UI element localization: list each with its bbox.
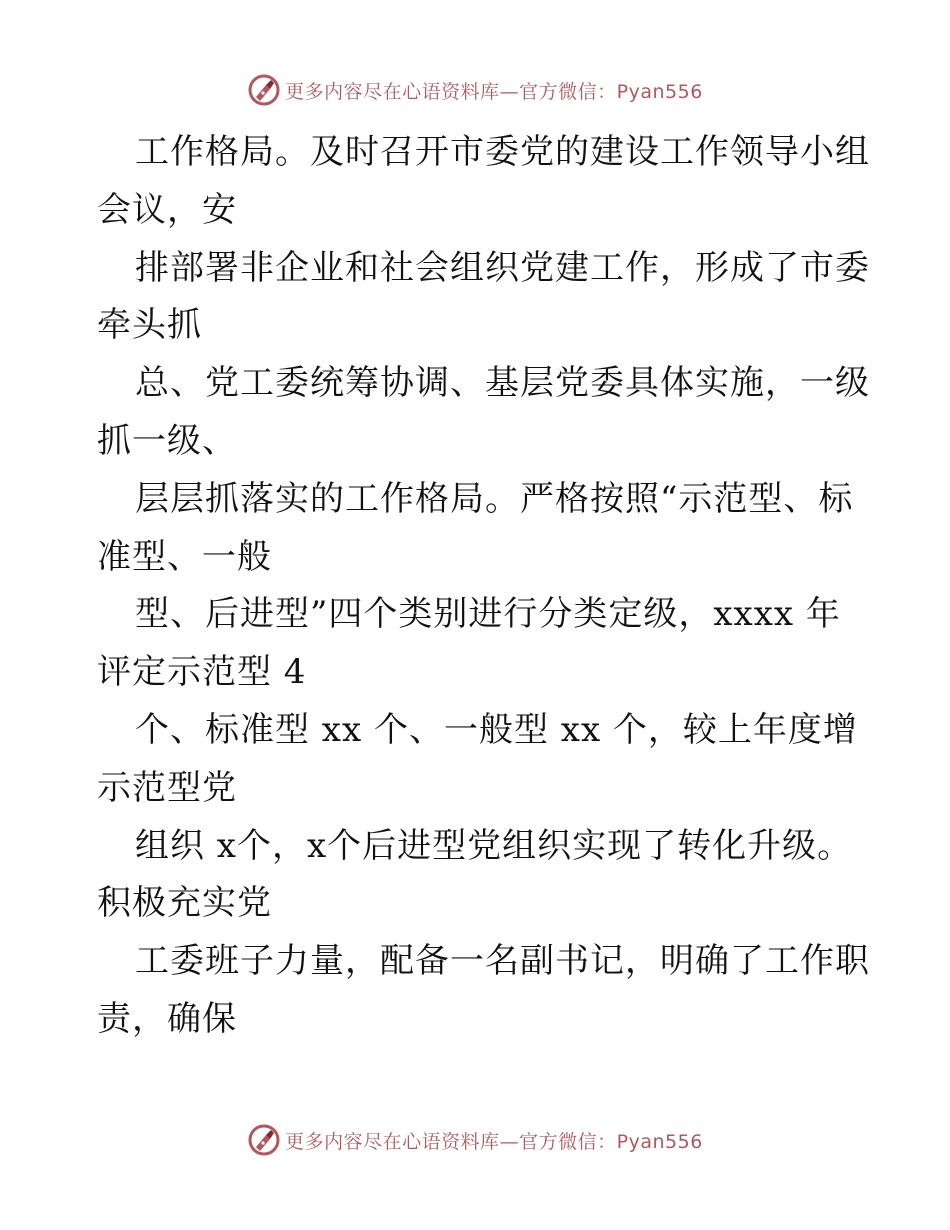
document-body (97, 124, 870, 1049)
text-line: 会议，安 (97, 189, 237, 230)
footer-wechat-id: Pyan556 (616, 1130, 703, 1153)
text-line: 责，确保 (97, 998, 237, 1039)
text-line: 示范型党 (97, 767, 237, 808)
text-line: 层层抓落实的工作格局。严格按照“示范型、标 (135, 478, 854, 519)
header-watermark-banner (0, 70, 950, 110)
pen-nib-logo-icon (247, 73, 281, 107)
text-line: 型、后进型”四个类别进行分类定级，xxxx 年 (135, 594, 841, 635)
header-banner-label: 更多内容尽在心语资料库—官方微信：Pyan556 (285, 80, 703, 103)
text-line: 排部署非企业和社会组织党建工作，形成了市委 (135, 247, 870, 288)
text-line: 评定示范型 4 (97, 652, 307, 693)
text-line: 组织 x个，x个后进型党组织实现了转化升级。 (135, 825, 853, 866)
text-line: 工作格局。及时召开市委党的建设工作领导小组 (135, 132, 870, 172)
text-line: 牵头抓 (97, 305, 202, 346)
pen-nib-logo-icon (247, 1123, 281, 1157)
text-line: 总、党工委统筹协调、基层党委具体实施，一级 (135, 363, 870, 404)
footer-banner-label: 更多内容尽在心语资料库—官方微信：Pyan556 (285, 1130, 703, 1153)
text-line: 积极充实党 (97, 883, 272, 924)
text-line: 个、标准型 xx 个、一般型 xx 个，较上年度增 (135, 709, 858, 750)
text-line: 准型、一般 (97, 536, 272, 577)
text-line: 抓一级、 (97, 420, 237, 461)
text-line: 工委班子力量，配备一名副书记，明确了工作职 (135, 941, 870, 982)
header-wechat-id: Pyan556 (616, 80, 703, 103)
footer-watermark-banner (0, 1120, 950, 1160)
